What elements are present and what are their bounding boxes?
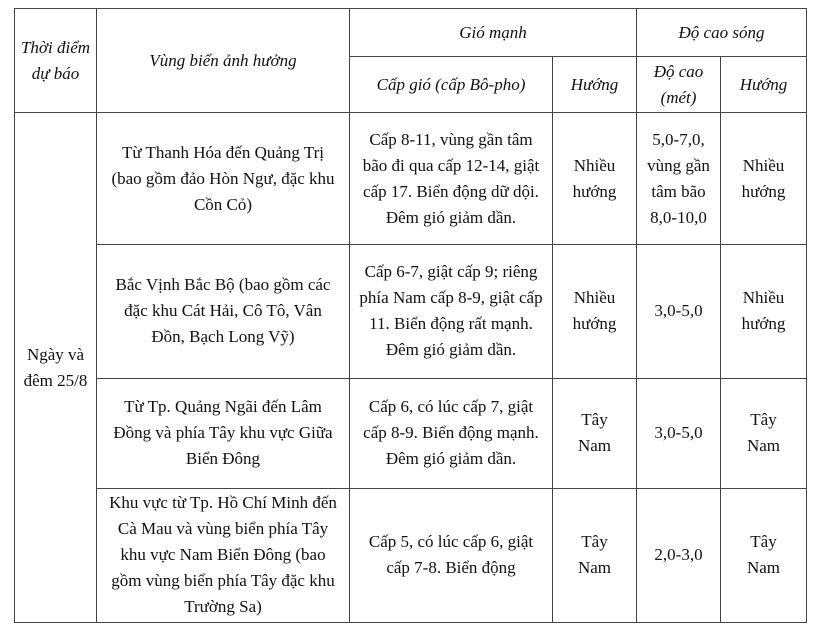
- forecast-time: Ngày và đêm 25/8: [23, 344, 88, 390]
- forecast-time-cell: [15, 113, 97, 623]
- table-row: [15, 378, 807, 488]
- forecast-table: [14, 8, 807, 623]
- header-wind-direction: Hướng: [553, 57, 637, 113]
- header-row-1: [15, 9, 807, 57]
- header-wave-group: Độ cao sóng: [637, 9, 807, 57]
- table-row: [15, 245, 807, 378]
- wave-height-cell: 3,0-5,0: [637, 378, 721, 488]
- header-region: Vùng biển ảnh hưởng: [97, 9, 350, 113]
- wind-level-cell: Cấp 6-7, giật cấp 9; riêng phía Nam cấp 8-9, giật cấp 11. Biển động rất mạnh. Đêm gió giảm dần.: [350, 245, 553, 378]
- wind-direction-cell: Nhiều hướng: [553, 245, 637, 378]
- header-wind-level: Cấp gió (cấp Bô-pho): [350, 57, 553, 113]
- header-wind-group: Gió mạnh: [350, 9, 637, 57]
- header-time: Thời điểm dự báo: [15, 9, 97, 113]
- wind-direction-cell: Nhiều hướng: [553, 113, 637, 245]
- wave-direction-cell: Nhiều hướng: [721, 245, 807, 378]
- wave-direction-cell: Tây Nam: [721, 378, 807, 488]
- header-wave-direction: Hướng: [721, 57, 807, 113]
- wind-direction-cell: Tây Nam: [553, 378, 637, 488]
- region-cell: Bắc Vịnh Bắc Bộ (bao gồm các đặc khu Cát Hải, Cô Tô, Vân Đồn, Bạch Long Vỹ): [97, 245, 350, 378]
- wave-height-cell: 3,0-5,0: [637, 245, 721, 378]
- wave-direction-cell: Tây Nam: [721, 488, 807, 622]
- wave-height-cell: 2,0-3,0: [637, 488, 721, 622]
- region-cell: Từ Tp. Quảng Ngãi đến Lâm Đồng và phía Tây khu vực Giữa Biển Đông: [97, 378, 350, 488]
- table-row: [15, 113, 807, 245]
- header-wave-height: Độ cao (mét): [637, 57, 721, 113]
- region-cell: Khu vực từ Tp. Hồ Chí Minh đến Cà Mau và vùng biển phía Tây khu vực Nam Biển Đông (bao gồm vùng biển phía Tây đặc khu Trường Sa): [97, 488, 350, 622]
- wave-height-cell: 5,0-7,0, vùng gần tâm bão 8,0-10,0: [637, 113, 721, 245]
- wave-direction-cell: Nhiều hướng: [721, 113, 807, 245]
- wind-level-cell: Cấp 5, có lúc cấp 6, giật cấp 7-8. Biển động: [350, 488, 553, 622]
- wind-level-cell: Cấp 6, có lúc cấp 7, giật cấp 8-9. Biển động mạnh. Đêm gió giảm dần.: [350, 378, 553, 488]
- region-cell: Từ Thanh Hóa đến Quảng Trị (bao gồm đảo Hòn Ngư, đặc khu Cồn Cỏ): [97, 113, 350, 245]
- wind-direction-cell: Tây Nam: [553, 488, 637, 622]
- wind-level-cell: Cấp 8-11, vùng gần tâm bão đi qua cấp 12-14, giật cấp 17. Biển động dữ dội. Đêm gió giảm dần.: [350, 113, 553, 245]
- table-row: [15, 488, 807, 622]
